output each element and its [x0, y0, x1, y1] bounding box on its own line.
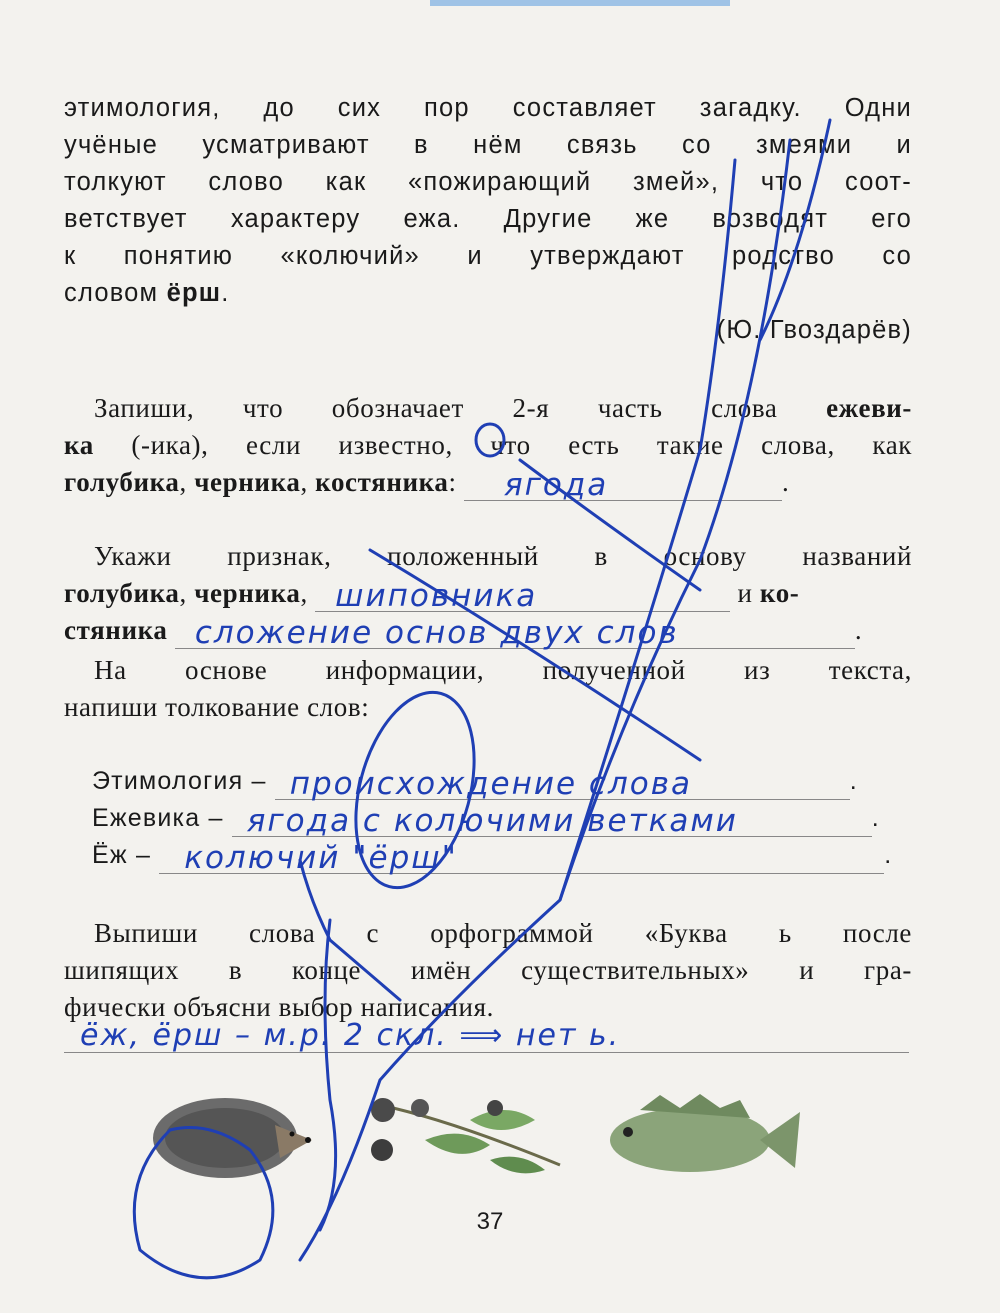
ruff-fish-illustration [610, 1094, 800, 1172]
text-line: к понятию «колючий» и утверждают родство со [64, 242, 912, 270]
handwritten-answer: шиповника [335, 578, 538, 614]
handwritten-answer: ягода с колючими ветками [246, 803, 738, 839]
bold-word: голубика [64, 467, 180, 497]
bold-word: костяника [315, 467, 449, 497]
text-fragment: . [884, 841, 893, 869]
text-fragment: , [179, 578, 195, 608]
task-line: напиши толкование слов: [64, 692, 370, 722]
definition-label: Ёж – [92, 841, 152, 869]
bold-word: ежеви- [826, 393, 912, 423]
definition-label: Ежевика – [92, 804, 224, 832]
text-fragment: . [854, 615, 863, 645]
text-line: толкуют слово как «пожирающий змей», что соот- [64, 168, 912, 196]
definition-label: Этимология – [92, 767, 267, 795]
bold-word: ёрш [166, 279, 222, 307]
bold-word: голубика [64, 578, 180, 608]
text-fragment: Запиши, что обозначает 2-я часть слова [94, 393, 827, 423]
handwritten-answer: ягода [503, 467, 609, 503]
handwritten-answer: происхождение слова [289, 766, 693, 802]
task-line: Укажи признак, положенный в основу названий [94, 541, 912, 571]
bold-word: черника [194, 467, 301, 497]
page-number: 37 [476, 1208, 504, 1235]
text-line: этимология, до сих пор составляет загадку. Одни [64, 94, 912, 122]
task-line: Выпиши слова с орфограммой «Буква ь после [94, 918, 912, 948]
text-fragment: : [448, 467, 464, 497]
task-line: шипящих в конце имён существительных» и гра- [64, 955, 912, 985]
text-fragment: . [221, 279, 230, 307]
bold-word: черника [194, 578, 301, 608]
text-line: учёные усматривают в нём связь со змеями и [64, 131, 912, 159]
bold-word: ко- [759, 578, 800, 608]
handwritten-answer: колючий "ёрш" [184, 840, 458, 876]
text-fragment: , [300, 467, 316, 497]
task-line: фически объясни выбор написания. [64, 992, 494, 1022]
author-attribution: (Ю. Гвоздарёв) [716, 316, 912, 344]
handwritten-answer: ёж, ёрш – м.р. 2 скл. ⟹ нет ь. [80, 1018, 621, 1053]
text-fragment: . [781, 467, 790, 497]
text-fragment: и [730, 578, 760, 608]
text-fragment: . [849, 767, 858, 795]
text-line: ветствует характеру ежа. Другие же возводят его [64, 205, 912, 233]
text-fragment: (-ика), если известно, что есть такие слова, как [93, 430, 912, 460]
text-fragment: , [179, 467, 195, 497]
blackberry-illustration [371, 1098, 560, 1173]
handwritten-answer: сложение основ двух слов [194, 615, 679, 651]
bold-word: стяника [64, 615, 168, 645]
task-line: На основе информации, полученной из текста, [94, 655, 912, 685]
bold-word: ка [64, 430, 94, 460]
text-fragment: словом [64, 279, 167, 307]
text-fragment: , [300, 578, 316, 608]
text-fragment: . [871, 804, 880, 832]
